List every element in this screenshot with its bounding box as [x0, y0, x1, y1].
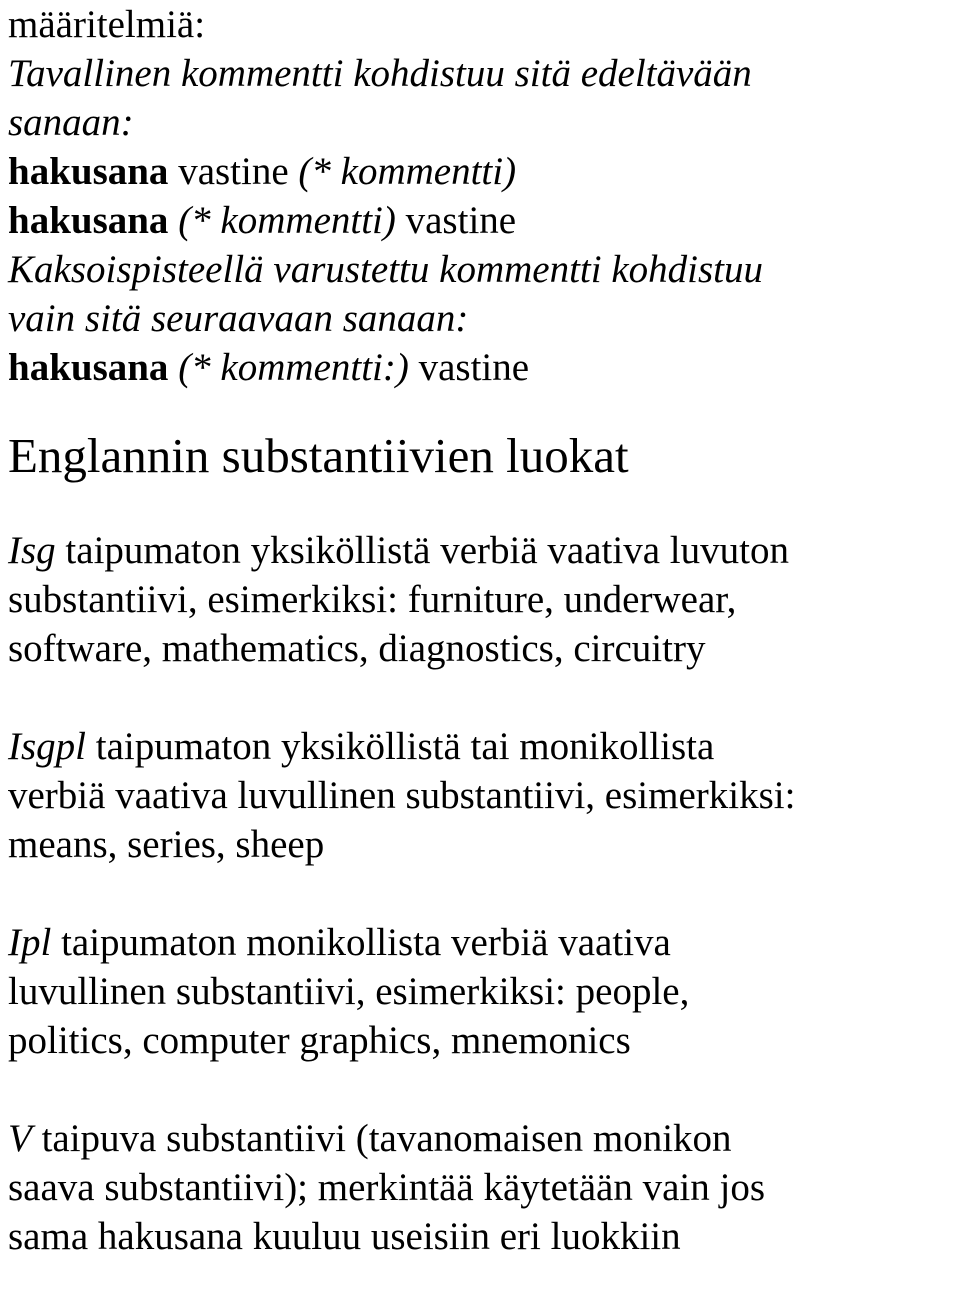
comment-after-text-line-1: Kaksoispisteellä varustettu kommentti kohdistuu [8, 248, 763, 291]
example-equivalent: vastine [168, 150, 299, 193]
class-description-line: taipuva substantiivi (tavanomaisen monikon [31, 1117, 732, 1160]
section-heading: Englannin substantiivien luokat [8, 428, 629, 483]
example-equivalent: vastine [395, 199, 517, 242]
example-headword: hakusana [8, 199, 169, 242]
example-comment: (* kommentti) [168, 199, 396, 242]
definitions-label: määritelmiä: [8, 3, 206, 46]
class-description-line: politics, computer graphics, mnemonics [8, 1019, 631, 1062]
example-equivalent: vastine [408, 346, 530, 389]
class-code: Isgpl [8, 725, 86, 768]
example-headword: hakusana [8, 346, 169, 389]
class-description-line: substantiivi, esimerkiksi: furniture, underwear, [8, 578, 737, 621]
class-description-line: taipumaton yksiköllistä tai monikollista [86, 725, 715, 768]
class-code: V [8, 1117, 32, 1160]
comment-before-text-line-2: sanaan: [8, 101, 134, 144]
example-comment: (* kommentti) [298, 150, 517, 193]
example-line-2 [8, 196, 956, 245]
class-code: Isg [8, 529, 56, 572]
example-line-3 [8, 343, 956, 392]
class-description-line: means, series, sheep [8, 823, 325, 866]
example-comment: (* kommentti:) [168, 346, 409, 389]
class-description-line: taipumaton monikollista verbiä vaativa [51, 921, 671, 964]
example-headword: hakusana [8, 150, 169, 193]
comment-after-text-line-2: vain sitä seuraavaan sanaan: [8, 297, 469, 340]
class-description-line: taipumaton yksiköllistä verbiä vaativa luvuton [55, 529, 789, 572]
class-entry-ipl [8, 918, 956, 1065]
class-entry-v [8, 1114, 956, 1261]
class-description-line: luvullinen substantiivi, esimerkiksi: people, [8, 970, 690, 1013]
class-description-line: software, mathematics, diagnostics, circuitry [8, 627, 706, 670]
class-entry-isg [8, 526, 956, 673]
class-description-line: sama hakusana kuuluu useisiin eri luokkiin [8, 1215, 681, 1258]
example-line-1 [8, 147, 956, 196]
comment-before-text-line-1: Tavallinen kommentti kohdistuu sitä edeltävään [8, 52, 752, 95]
class-description-line: verbiä vaativa luvullinen substantiivi, esimerkiksi: [8, 774, 796, 817]
class-entry-isgpl [8, 722, 956, 869]
class-description-line: saava substantiivi); merkintää käytetään vain jos [8, 1166, 766, 1209]
document-page [8, 0, 956, 1261]
class-code: Ipl [8, 921, 52, 964]
